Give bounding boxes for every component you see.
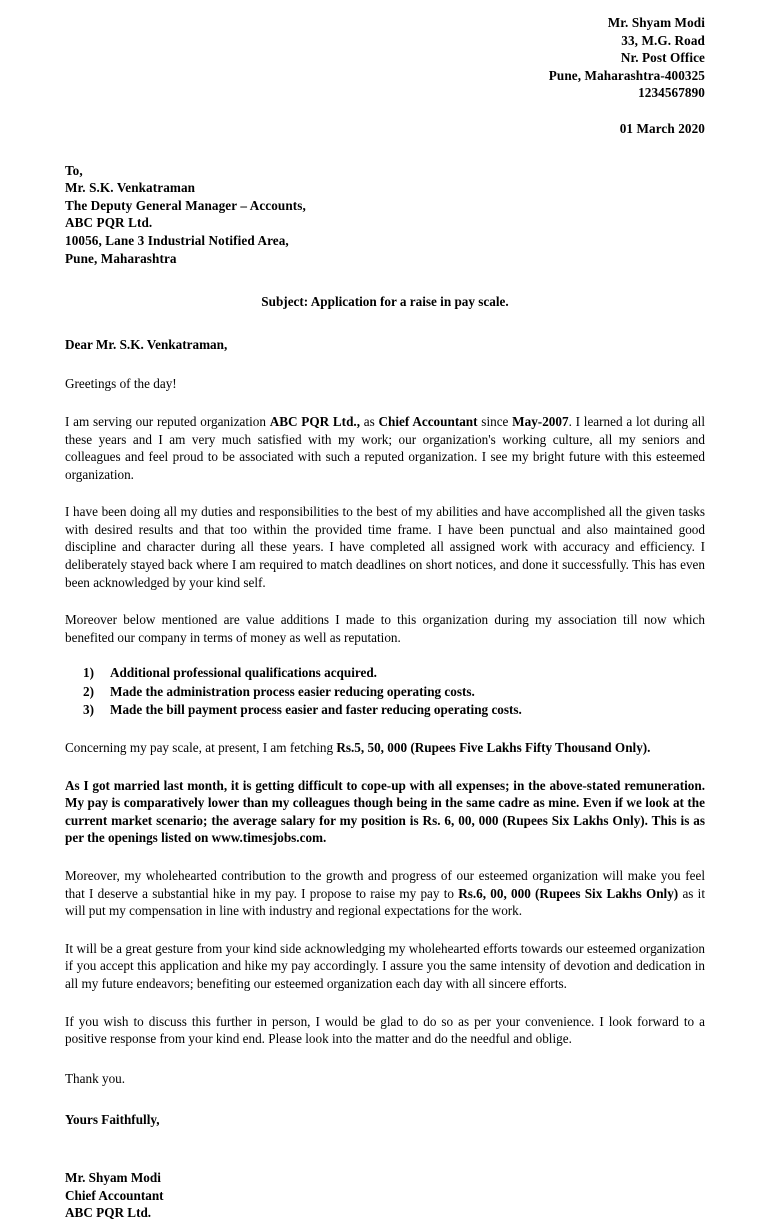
paragraph-duties: I have been doing all my duties and responsibilities to the best of my abilities and have accomplished all the given tasks with desired results and that too within the provided time frame. I have been punctual and also maintained good discipline and character during all these years. I have completed all assigned work with accuracy and efficiency. I deliberately stayed back where I am required to match deadlines on short notices, and done it successfully. This has even been acknowledged by your kind self.	[65, 504, 705, 590]
recipient-company: ABC PQR Ltd.	[65, 215, 153, 231]
paragraph-discussion-offer: If you wish to discuss this further in person, I would be glad to do so as per your convenience. I look forward to a positive response from your kind end. Please look into the matter and do the needful and oblige.	[65, 1013, 705, 1047]
signature-block	[65, 1169, 705, 1222]
para1-text-b: as	[360, 413, 379, 429]
sender-city-state: Pune, Maharashtra-400325	[548, 67, 705, 83]
para4-text-a: Concerning my pay scale, at present, I am fetching	[65, 740, 337, 756]
list-item	[65, 664, 705, 682]
list-item	[65, 701, 705, 719]
list-item-number: 1)	[83, 665, 94, 681]
list-item-number: 3)	[83, 701, 94, 717]
closing-line: Yours Faithfully,	[65, 1112, 160, 1128]
salutation: Dear Mr. S.K. Venkatraman,	[65, 336, 228, 352]
sender-landmark: Nr. Post Office	[620, 50, 705, 66]
sender-phone: 1234567890	[638, 85, 705, 101]
signature-name: Mr. Shyam Modi	[65, 1169, 161, 1185]
signature-designation: Chief Accountant	[65, 1187, 164, 1203]
para6-text-c: as it will put my compensation in line with industry and regional expectations for the work.	[65, 885, 705, 919]
paragraph-gesture-appeal: It will be a great gesture from your kind side acknowledging my wholehearted efforts towards our esteemed organization if you accept this application and hike my pay accordingly. I assure you the same intensity of devotion and dedication in all my future endeavors; benefiting our esteemed organization each day with all sincere efforts.	[65, 940, 705, 991]
para1-text-a: I am serving our reputed organization	[65, 413, 270, 429]
para1-company-bold: ABC PQR Ltd.,	[269, 413, 361, 429]
subject-line: Subject: Application for a raise in pay scale.	[261, 294, 509, 310]
list-item-label: Made the bill payment process easier and faster reducing operating costs.	[110, 701, 522, 717]
list-item-number: 2)	[83, 683, 94, 699]
recipient-address-block	[65, 162, 705, 268]
thank-you-line: Thank you.	[65, 1070, 126, 1086]
paragraph-current-pay	[65, 739, 705, 757]
para1-role-bold: Chief Accountant	[378, 413, 478, 429]
sender-address-block	[65, 14, 705, 102]
recipient-to-label: To,	[65, 162, 83, 178]
letter-date: 01 March 2020	[619, 120, 705, 136]
greeting: Greetings of the day!	[65, 376, 177, 392]
list-item-label: Additional professional qualifications acquired.	[110, 665, 377, 681]
para6-text-a: Moreover, my wholehearted contribution to the growth and progress of our esteemed organization will make you feel that I deserve a substantial hike in my pay. I propose to raise my pay to	[65, 868, 705, 901]
para4-current-salary-bold: Rs.5, 50, 000 (Rupees Five Lakhs Fifty Thousand Only).	[336, 740, 651, 756]
paragraph-market-comparison: As I got married last month, it is getting difficult to cope-up with all expenses; in the above-stated remuneration. My pay is comparatively lower than my colleagues though being in the same cadre as mine. Even if we look at the current market scenario; the average salary for my position is Rs. 6, 00, 000 (Rupees Six Lakhs Only). This is as per the openings listed on www.timesjobs.com.	[65, 777, 705, 846]
paragraph-employment-intro	[65, 413, 705, 483]
recipient-city-state: Pune, Maharashtra	[65, 250, 177, 266]
list-item	[65, 683, 705, 701]
para1-text-c: since	[477, 413, 513, 429]
para6-proposed-salary-bold: Rs.6, 00, 000 (Rupees Six Lakhs Only)	[458, 885, 679, 901]
recipient-name: Mr. S.K. Venkatraman	[65, 180, 196, 196]
value-additions-list	[65, 664, 705, 719]
recipient-street: 10056, Lane 3 Industrial Notified Area,	[65, 232, 289, 248]
list-item-label: Made the administration process easier reducing operating costs.	[110, 683, 475, 699]
sender-name: Mr. Shyam Modi	[607, 15, 705, 30]
signature-company: ABC PQR Ltd.	[65, 1205, 152, 1221]
sender-street: 33, M.G. Road	[621, 32, 705, 48]
paragraph-value-additions-intro: Moreover below mentioned are value additions I made to this organization during my association till now which benefited our company in terms of money as well as reputation.	[65, 612, 705, 645]
paragraph-proposed-pay	[65, 867, 705, 920]
para1-text-d: . I learned a lot during all these years and I am very much satisfied with my work; our organization's working culture, all my seniors and colleagues and feel proud to be associated with such a reputed organization. I see my bright future with this esteemed organization.	[65, 413, 706, 482]
recipient-designation: The Deputy General Manager – Accounts,	[65, 197, 306, 213]
para1-date-bold: May-2007	[512, 413, 569, 429]
